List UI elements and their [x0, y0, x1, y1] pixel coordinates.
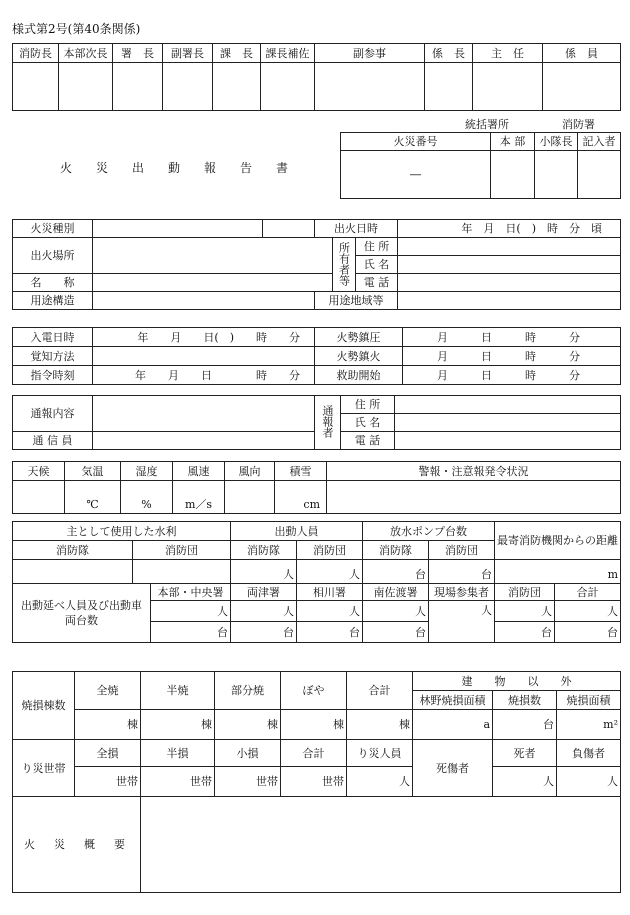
building-name-label: 名 称 — [13, 274, 93, 292]
approval-header: 副署長 — [163, 44, 213, 63]
fire-date-value[interactable]: 年 月 日( ) 時 分 頃 — [398, 220, 621, 238]
burn-area-value[interactable]: m² — [557, 710, 621, 740]
warning-header: 警報・注意報発令状況 — [327, 462, 621, 481]
approval-header: 本部次長 — [59, 44, 113, 63]
owner-addr-label: 住 所 — [356, 238, 398, 256]
station-header: 南佐渡署 — [363, 584, 429, 601]
snow-header: 積雪 — [275, 462, 327, 481]
form-number: 様式第2号(第40条関係) — [12, 22, 141, 36]
fire-number-header: 火災番号 — [341, 133, 491, 151]
reporter-label: 通報者 — [321, 405, 334, 438]
reporter-tel-value[interactable] — [395, 432, 621, 450]
owner-tel-value[interactable] — [398, 274, 621, 292]
approval-header: 係 員 — [543, 44, 621, 63]
operator-value[interactable] — [93, 432, 315, 450]
water-corps-header: 消防団 — [133, 541, 231, 560]
dispatch-time-table — [12, 327, 621, 385]
station-header: 本部・中央署 — [151, 584, 231, 601]
station-person-value[interactable]: 人 — [429, 601, 495, 643]
station-person-value[interactable]: 人 — [231, 601, 297, 622]
hq-header: 本 部 — [491, 133, 535, 151]
wind-dir-value[interactable] — [225, 481, 275, 514]
non-building-col-header: 焼損数 — [493, 691, 557, 710]
injury-value[interactable]: 人 — [557, 767, 621, 797]
wind-speed-value[interactable]: m／s — [173, 481, 225, 514]
victim-col-header: り災人員 — [347, 740, 413, 767]
suppress-value[interactable]: 月 日 時 分 — [403, 328, 621, 347]
stamp-cell[interactable] — [59, 63, 113, 111]
station-person-value[interactable]: 人 — [363, 601, 429, 622]
weather-value[interactable] — [13, 481, 65, 514]
stamp-cell[interactable] — [13, 63, 59, 111]
distance-value[interactable]: m — [495, 560, 621, 584]
stamp-cell[interactable] — [578, 151, 621, 199]
use-structure-value[interactable] — [93, 292, 315, 310]
damage-table — [12, 671, 621, 893]
owner-name-label: 氏 名 — [356, 256, 398, 274]
weather-header: 天候 — [13, 462, 65, 481]
household-value[interactable]: 世帯 — [215, 767, 281, 797]
temp-header: 気温 — [65, 462, 121, 481]
detect-method-value[interactable] — [93, 347, 315, 366]
non-building-header: 建 物 以 外 — [413, 672, 621, 691]
wind-dir-header: 風向 — [225, 462, 275, 481]
use-structure-label: 用途構造 — [13, 292, 93, 310]
burn-count-value[interactable]: 棟 — [75, 710, 141, 740]
pump-header: 放水ポンプ台数 — [363, 522, 495, 541]
burn-col-header: 全焼 — [75, 672, 141, 710]
station-unit-value[interactable]: 台 — [231, 622, 297, 643]
zone-value[interactable] — [398, 292, 621, 310]
snow-value[interactable]: cm — [275, 481, 327, 514]
station-header: 現場参集者 — [429, 584, 495, 601]
fire-info-table — [12, 219, 621, 310]
water-dept-header: 消防隊 — [13, 541, 133, 560]
total-dispatch-label: 出動延べ人員及び出動車両台数 — [13, 584, 151, 643]
burned-buildings-label: 焼損棟数 — [13, 672, 75, 740]
burn-col-header: ぼや — [281, 672, 347, 710]
death-value[interactable]: 人 — [493, 767, 557, 797]
station-unit-value[interactable]: 台 — [151, 622, 231, 643]
personnel-table — [12, 521, 621, 643]
owner-addr-value[interactable] — [398, 238, 621, 256]
wind-speed-header: 風速 — [173, 462, 225, 481]
station-unit-value[interactable]: 台 — [555, 622, 621, 643]
affected-households-label: り災世帯 — [13, 740, 75, 797]
temp-value[interactable]: ℃ — [65, 481, 121, 514]
non-building-col-header: 焼損面積 — [557, 691, 621, 710]
call-time-label: 入電日時 — [13, 328, 93, 347]
stamp-cell[interactable] — [425, 63, 473, 111]
reporter-name-value[interactable] — [395, 414, 621, 432]
station-header: 合計 — [555, 584, 621, 601]
injury-header: 負傷者 — [557, 740, 621, 767]
fire-number-table — [340, 132, 621, 199]
victim-col-header: 合計 — [281, 740, 347, 767]
approval-header: 署 長 — [113, 44, 163, 63]
report-content-label: 通報内容 — [13, 396, 93, 432]
reporter-name-label: 氏 名 — [341, 414, 395, 432]
victim-col-header: 全損 — [75, 740, 141, 767]
station-header: 相川署 — [297, 584, 363, 601]
station-person-value[interactable]: 人 — [555, 601, 621, 622]
burn-col-header: 合計 — [347, 672, 413, 710]
fire-date-label: 出火日時 — [315, 220, 398, 238]
detect-method-label: 覚知方法 — [13, 347, 93, 366]
station-unit-value[interactable]: 台 — [495, 622, 555, 643]
zone-label: 用途地域等 — [315, 292, 398, 310]
summary-value[interactable] — [141, 797, 621, 893]
operator-label: 通 信 員 — [13, 432, 93, 450]
household-value[interactable]: 世帯 — [281, 767, 347, 797]
fire-kind-label: 火災種別 — [13, 220, 93, 238]
stamp-cell[interactable] — [315, 63, 425, 111]
household-value[interactable]: 世帯 — [141, 767, 215, 797]
fire-kind-value[interactable] — [93, 220, 263, 238]
pump-corps-value[interactable]: 台 — [429, 560, 495, 584]
stamp-cell[interactable] — [491, 151, 535, 199]
fire-place-label: 出火場所 — [13, 238, 93, 274]
non-building-col-header: 林野焼損面積 — [413, 691, 493, 710]
approval-header: 主 任 — [473, 44, 543, 63]
pump-dept-header: 消防隊 — [363, 541, 429, 560]
weather-table — [12, 461, 621, 514]
water-corps-value[interactable] — [133, 560, 231, 584]
owner-tel-label: 電 話 — [356, 274, 398, 292]
rescue-value[interactable]: 月 日 時 分 — [403, 366, 621, 385]
order-time-label: 指令時刻 — [13, 366, 93, 385]
personnel-corps-header: 消防団 — [297, 541, 363, 560]
fire-station-label: 消防署 — [562, 118, 595, 131]
personnel-corps-value[interactable]: 人 — [297, 560, 363, 584]
reporter-addr-label: 住 所 — [341, 396, 395, 414]
humidity-value[interactable]: % — [121, 481, 173, 514]
station-header: 消防団 — [495, 584, 555, 601]
approval-header: 課 長 — [213, 44, 261, 63]
stamp-cell[interactable] — [113, 63, 163, 111]
victim-col-header: 半損 — [141, 740, 215, 767]
station-person-value[interactable]: 人 — [297, 601, 363, 622]
summary-label: 火 災 概 要 — [13, 797, 141, 893]
order-time-value[interactable]: 年 月 日 時 分 — [93, 366, 315, 385]
burn-count-value[interactable]: 棟 — [281, 710, 347, 740]
household-value[interactable]: 世帯 — [75, 767, 141, 797]
station-unit-value[interactable]: 台 — [363, 622, 429, 643]
approval-header: 係 長 — [425, 44, 473, 63]
extinguish-label: 火勢鎮火 — [315, 347, 403, 366]
stamp-cell[interactable] — [535, 151, 578, 199]
owner-label: 所有者等 — [337, 241, 351, 286]
stamp-cell[interactable] — [163, 63, 213, 111]
building-name-value[interactable] — [93, 274, 333, 292]
approval-header: 課長補佐 — [261, 44, 315, 63]
stamp-cell[interactable] — [213, 63, 261, 111]
stamp-cell[interactable] — [543, 63, 621, 111]
stamp-cell[interactable] — [473, 63, 543, 111]
fire-place-value[interactable] — [93, 238, 333, 274]
report-content-value[interactable] — [93, 396, 315, 432]
personnel-header: 出動人員 — [231, 522, 363, 541]
fire-kind-extra[interactable] — [263, 220, 315, 238]
burn-col-header: 部分焼 — [215, 672, 281, 710]
station-person-value[interactable]: 人 — [151, 601, 231, 622]
burn-items-value[interactable]: 台 — [493, 710, 557, 740]
call-time-value[interactable]: 年 月 日( ) 時 分 — [93, 328, 315, 347]
reporter-tel-label: 電 話 — [341, 432, 395, 450]
humidity-header: 湿度 — [121, 462, 173, 481]
distance-header: 最寄消防機関からの距離 — [495, 522, 621, 560]
station-label: 統括署所 — [465, 118, 509, 131]
victim-count-value[interactable]: 人 — [347, 767, 413, 797]
stamp-cell[interactable] — [261, 63, 315, 111]
rescue-label: 救助開始 — [315, 366, 403, 385]
document-title: 火 災 出 動 報 告 書 — [60, 161, 295, 175]
personnel-dept-header: 消防隊 — [231, 541, 297, 560]
warning-value[interactable] — [327, 481, 621, 514]
reporter-addr-value[interactable] — [395, 396, 621, 414]
burn-count-value[interactable]: 棟 — [347, 710, 413, 740]
fire-number-value[interactable]: ― — [341, 151, 491, 199]
captain-header: 小隊長 — [535, 133, 578, 151]
burn-col-header: 半焼 — [141, 672, 215, 710]
station-header: 両津署 — [231, 584, 297, 601]
station-unit-value[interactable]: 台 — [297, 622, 363, 643]
death-header: 死者 — [493, 740, 557, 767]
pump-dept-value[interactable]: 台 — [363, 560, 429, 584]
extinguish-value[interactable]: 月 日 時 分 — [403, 347, 621, 366]
report-table — [12, 395, 621, 450]
recorder-header: 記入者 — [578, 133, 621, 151]
casualty-label: 死傷者 — [413, 740, 493, 797]
owner-name-value[interactable] — [398, 256, 621, 274]
victim-col-header: 小損 — [215, 740, 281, 767]
forest-area-value[interactable]: a — [413, 710, 493, 740]
approval-header: 消防長 — [13, 44, 59, 63]
pump-corps-header: 消防団 — [429, 541, 495, 560]
station-person-value[interactable]: 人 — [495, 601, 555, 622]
approval-table — [12, 43, 621, 111]
water-dept-value[interactable] — [13, 560, 133, 584]
water-source-header: 主として使用した水利 — [13, 522, 231, 541]
suppress-label: 火勢鎮圧 — [315, 328, 403, 347]
burn-count-value[interactable]: 棟 — [141, 710, 215, 740]
personnel-dept-value[interactable]: 人 — [231, 560, 297, 584]
approval-header: 副参事 — [315, 44, 425, 63]
burn-count-value[interactable]: 棟 — [215, 710, 281, 740]
